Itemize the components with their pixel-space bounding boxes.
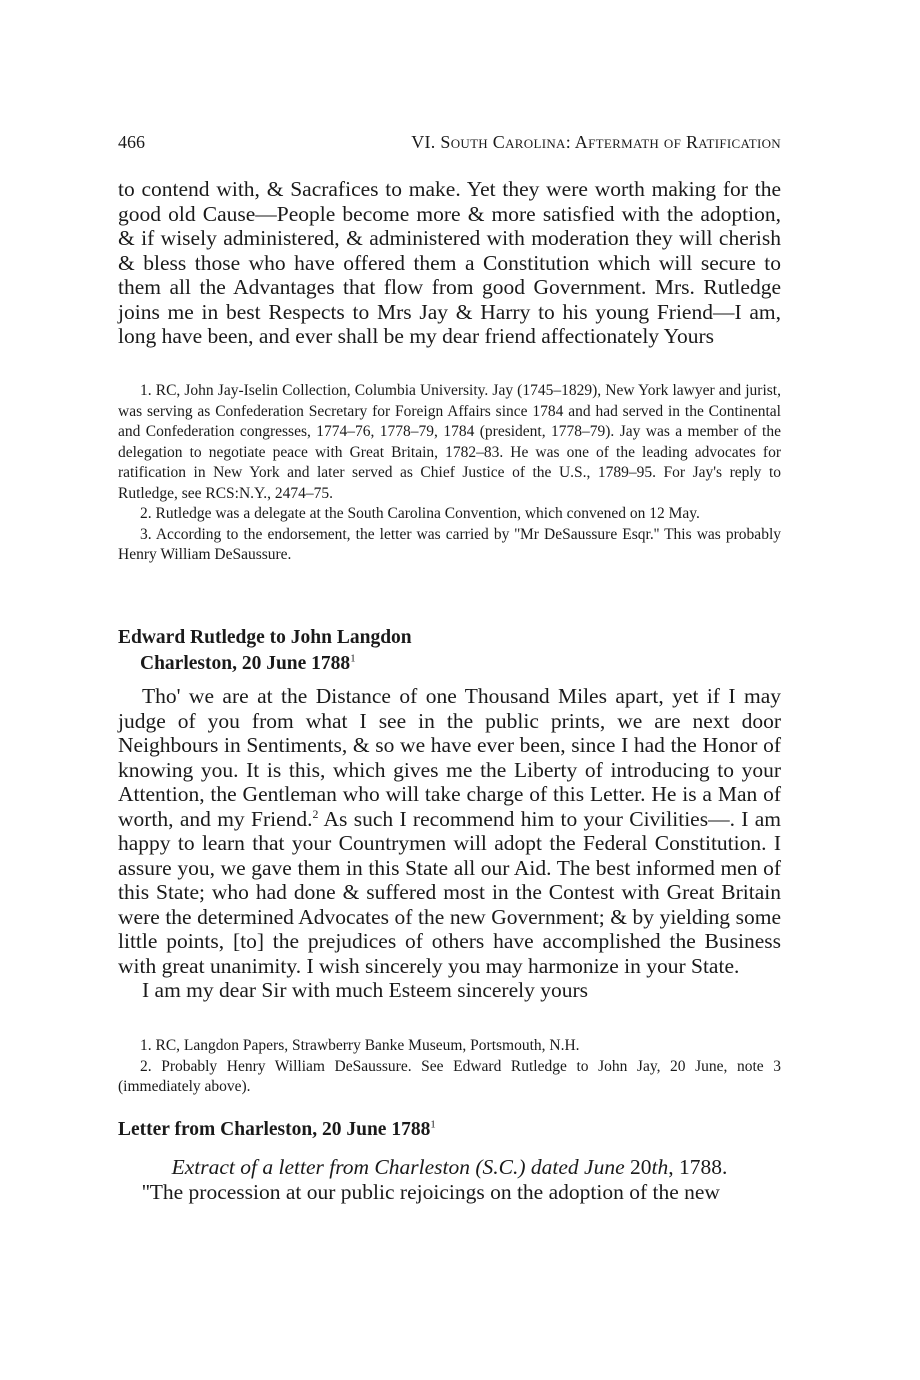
letter1-notes — [118, 381, 781, 566]
letter1-note-3: 3. According to the endorsement, the letter was carried by ''Mr DeSaussure Esqr.'' This was probably Henry William DeSaussure. — [118, 525, 781, 563]
letter2-closing: I am my dear Sir with much Esteem sincerely yours — [142, 978, 589, 1002]
letter2-body — [118, 684, 781, 1003]
letter2-paragraph: Tho' we are at the Distance of one Thousand Miles apart, yet if I may judge of you from what I see in the public prints, we are next door Neighbours in Sentiments, & so we have ever been, since I had the Honor of knowing you. It is this, which gives me the Liberty of introducing to your Attention, the Gentleman who will take charge of this Letter. He is a Man of worth, and my Friend.$^2$ As such I recommend him to your Civilities—. I am happy to learn that your Countrymen will adopt the Federal Constitution. I assure you, we gave them in this State all our Aid. The best informed men of this State; who had done & suffered most in the Contest with Great Britain were the determined Advocates of the new Government; & by yielding some little points, [to] the prejudices of others have accomplished the Business with great unanimity. I wish sincerely you may harmonize in your State. — [118, 684, 782, 978]
letter2-heading-note: 1 — [350, 652, 356, 665]
letter3-heading — [118, 1117, 781, 1143]
letter1-body — [118, 177, 781, 349]
letter2-title: Edward Rutledge to John Langdon — [118, 627, 412, 648]
letter1-text: to contend with, & Sacrafices to make. Yet they were worth making for the good old Cause—People become more & more satisfied with the adoption, & if wisely administered, & administered with moderation they will cherish & bless those who have offered them a Constitution which will secure to them all the Advantages that flow from good Government. Mrs. Rutledge joins me in best Respects to Mrs Jay & Harry to his young Friend—I am, long have been, and ever shall be my dear friend affectionately Yours — [118, 177, 781, 348]
letter3-title: Letter from Charleston, 20 June 1788 — [118, 1119, 431, 1140]
letter1-note-2: 2. Rutledge was a delegate at the South Carolina Convention, which convened on 12 May. — [140, 505, 700, 522]
letter2-notes — [118, 1036, 781, 1098]
running-title: VI. South Carolina: Aftermath of Ratification — [411, 132, 781, 152]
letter3-heading-note: 1 — [430, 1118, 436, 1131]
letter2-note-2: 2. Probably Henry William DeSaussure. See Edward Rutledge to John Jay, 20 June, note 3 (immediately above). — [118, 1057, 781, 1095]
letter3-extract-line: Extract of a letter from Charleston (S.C.) dated June 20th, 1788. — [171, 1155, 728, 1179]
letter3-text: ''The procession at our public rejoicings on the adoption of the new — [142, 1179, 720, 1204]
page-number: 466 — [118, 132, 145, 152]
letter1-note-1: 1. RC, John Jay-Iselin Collection, Columbia University. Jay (1745–1829), New York lawyer and jurist, was serving as Confederation Secretary for Foreign Affairs since 1784 and had served in the Continental and Confederation congresses, 1774–76, 1778–79, 1784 (president, 1778–79). Jay was a member of the delegation to negotiate peace with Great Britain, 1782–83. He was one of the leading advocates for ratification in New York and later served as Chief Justice of the U.S., 1789–95. For Jay's reply to Rutledge, see RCS:N.Y., 2474–75. — [118, 382, 781, 502]
letter3-body — [118, 1155, 781, 1204]
letter2-subtitle: Charleston, 20 June 1788$^1$ — [140, 652, 356, 674]
letter2-note-1: 1. RC, Langdon Papers, Strawberry Banke Museum, Portsmouth, N.H. — [140, 1037, 580, 1054]
letter2-note-ref: 2 — [312, 806, 319, 821]
letter2-heading — [118, 625, 781, 677]
